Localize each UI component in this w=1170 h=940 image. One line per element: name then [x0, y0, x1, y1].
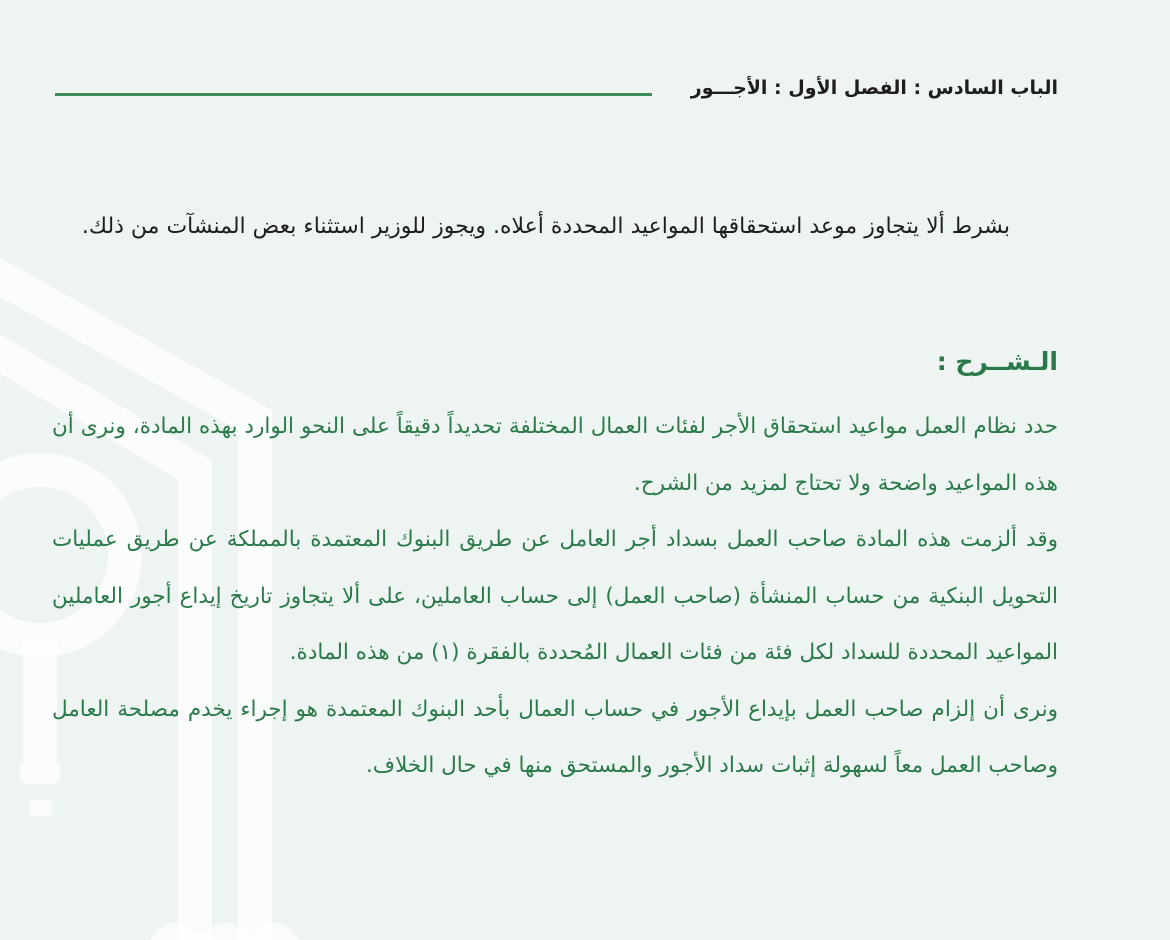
explanation-paragraph-1: حدد نظام العمل مواعيد استحقاق الأجر لفئات العمال المختلفة تحديداً دقيقاً على النحو الوارد بهذه المادة، ونرى أن هذه المواعيد واضحة ولا تحتاج لمزيد من الشرح. — [52, 414, 1058, 496]
section-heading-explanation: الـشــرح : — [936, 347, 1058, 376]
explanation-body — [52, 399, 1058, 795]
intro-paragraph: بشرط ألا يتجاوز موعد استحقاقها المواعيد المحددة أعلاه. ويجوز للوزير استثناء بعض المنشآت من ذلك. — [81, 214, 1010, 239]
explanation-paragraph-2: وقد ألزمت هذه المادة صاحب العمل بسداد أجر العامل عن طريق البنوك المعتمدة بالمملكة عن طريق عمليات التحويل البنكية من حساب المنشأة (صاحب العمل) إلى حساب العاملين، على ألا يتجاوز تاريخ إيداع أجور العاملين المواعيد المحددة للسداد لكل فئة من فئات العمال المُحددة بالفقرة (١) من هذه المادة. — [52, 527, 1058, 665]
explanation-paragraph-3: ونرى أن إلزام صاحب العمل بإيداع الأجور في حساب العمال بأحد البنوك المعتمدة هو إجراء يخدم مصلحة العامل وصاحب العمل معاً لسهولة إثبات سداد الأجور والمستحق منها في حال الخلاف. — [52, 696, 1058, 778]
intro-paragraph-block — [55, 198, 1010, 256]
running-header: الباب السادس : الفصل الأول : الأجـــور — [690, 77, 1058, 99]
header-rule — [55, 93, 652, 96]
